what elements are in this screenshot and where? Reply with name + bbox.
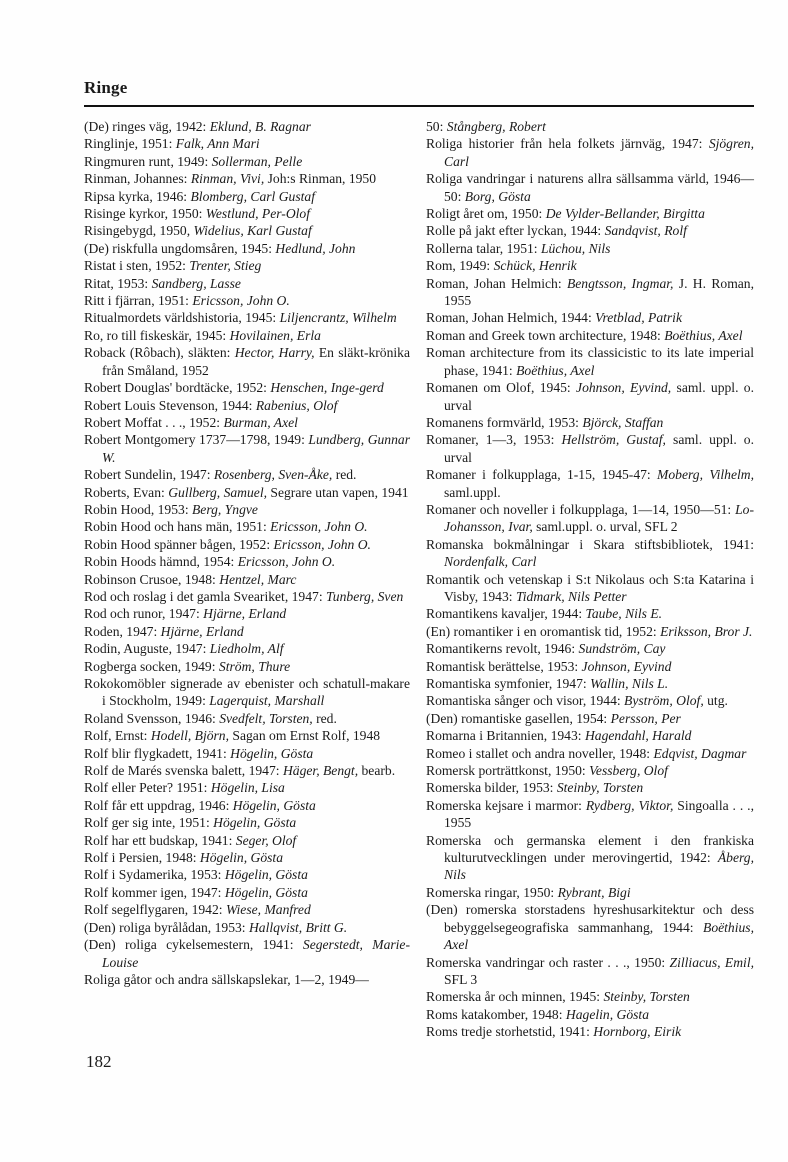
entry-author: Rabenius, Olof — [255, 397, 338, 413]
catalog-entry — [426, 779, 754, 796]
catalog-entry — [84, 901, 410, 918]
catalog-entry — [84, 397, 410, 414]
entry-title: Robinson Crusoe, 1948: — [84, 571, 220, 587]
entry-author: Hodell, Björn, — [150, 728, 230, 744]
entry-title: Rolf eller Peter? 1951: — [84, 780, 211, 796]
entry-title: Rinman, Johannes: — [84, 171, 191, 187]
catalog-entry — [84, 797, 410, 814]
catalog-entry — [426, 762, 754, 779]
entry-title: Rolf ger sig inte, 1951: — [84, 815, 214, 831]
entry-title: Romantikerns revolt, 1946: — [426, 641, 579, 657]
catalog-entry — [426, 988, 754, 1005]
entry-author: Steinby, Torsten — [603, 989, 690, 1005]
entry-note: Segrare utan vapen, 1941 — [267, 484, 409, 500]
catalog-entry — [84, 727, 410, 744]
entry-author: Zilliacus, Emil, — [669, 954, 754, 970]
entry-title: Romersk porträttkonst, 1950: — [426, 763, 590, 779]
catalog-entry — [426, 727, 754, 744]
entry-title: Ringmuren runt, 1949: — [84, 153, 212, 169]
catalog-entry — [426, 414, 754, 431]
entry-author: Falk, Ann Mari — [175, 136, 260, 152]
catalog-entry — [426, 170, 754, 205]
entry-title: (De) riskfulla ungdomsåren, 1945: — [84, 240, 276, 256]
catalog-entry — [84, 745, 410, 762]
entry-note: saml.uppl. o. urval, SFL 2 — [532, 519, 678, 535]
entry-title: Robin Hoods hämnd, 1954: — [84, 554, 238, 570]
right-column — [426, 118, 754, 1041]
page-number: 182 — [86, 1052, 112, 1071]
entry-author: Liedholm, Alf — [209, 641, 284, 657]
entry-title: Ristat i sten, 1952: — [84, 258, 190, 274]
catalog-entry — [84, 832, 410, 849]
entry-author: Eriksson, Bror J. — [660, 623, 753, 639]
entry-author: Högelin, Gösta — [224, 884, 308, 900]
entry-author: Steinby, Torsten — [556, 780, 644, 796]
catalog-entry — [84, 309, 410, 326]
catalog-entry — [426, 623, 754, 640]
entry-author: Rydberg, Viktor, — [585, 797, 674, 813]
entry-title: Rogberga socken, 1949: — [84, 658, 219, 674]
catalog-entry — [84, 135, 410, 152]
entry-title: Robin Hood spänner bågen, 1952: — [84, 536, 274, 552]
catalog-entry — [84, 205, 410, 222]
catalog-entry — [84, 919, 410, 936]
catalog-entry — [426, 832, 754, 884]
entry-title: Romanen om Olof, 1945: — [426, 380, 577, 396]
entry-title: Ritualmordets världshistoria, 1945: — [84, 310, 280, 326]
entry-author: Hallqvist, Britt G. — [248, 919, 348, 935]
catalog-entry — [84, 118, 410, 135]
entry-author: Persson, Per — [610, 710, 681, 726]
catalog-entry — [426, 536, 754, 571]
catalog-entry — [84, 518, 410, 535]
entry-title: Risingebygd, 1950, — [84, 223, 194, 239]
catalog-entry — [84, 849, 410, 866]
entry-author: Hjärne, Erland — [203, 606, 287, 622]
entry-title: Romerska år och minnen, 1945: — [426, 989, 604, 1005]
entry-author: Hovilainen, Erla — [229, 327, 321, 343]
catalog-entry — [426, 692, 754, 709]
entry-author: Vretblad, Patrik — [595, 310, 682, 326]
entry-title: Rolle på jakt efter lyckan, 1944: — [426, 223, 605, 239]
catalog-entry — [426, 605, 754, 622]
entry-note: utg. — [703, 693, 728, 709]
catalog-entry — [84, 640, 410, 657]
entry-title: Roden, 1947: — [84, 623, 161, 639]
catalog-entry — [84, 484, 410, 501]
entry-author: Edqvist, Dagmar — [653, 745, 747, 761]
entry-title: Romantikens kavaljer, 1944: — [426, 606, 586, 622]
catalog-entry — [426, 431, 754, 466]
entry-author: Högelin, Gösta — [213, 815, 297, 831]
catalog-entry — [84, 379, 410, 396]
entry-note: saml. uppl. o. urval — [444, 380, 754, 413]
catalog-entry — [84, 257, 410, 274]
entry-title: Robin Hood, 1953: — [84, 501, 192, 517]
catalog-entry — [426, 240, 754, 257]
entry-author: Boëthius, Axel — [516, 362, 595, 378]
entry-note: bearb. — [358, 763, 396, 779]
entry-author: Byström, Olof, — [624, 693, 704, 709]
entry-title: Roms katakomber, 1948: — [426, 1006, 566, 1022]
entry-title: Robert Sundelin, 1947: — [84, 467, 214, 483]
entry-title: Roliga gåtor och andra sällskapslekar, 1—2, 1949— — [84, 971, 369, 987]
catalog-entry — [426, 205, 754, 222]
catalog-entry — [84, 501, 410, 518]
entry-title: Robert Moffat . . ., 1952: — [84, 414, 224, 430]
entry-author: Ericsson, John O. — [273, 536, 371, 552]
entry-author: Westlund, Per-Olof — [205, 206, 310, 222]
catalog-entry — [84, 222, 410, 239]
entry-title: Roberts, Evan: — [84, 484, 169, 500]
entry-title: Rolf i Sydamerika, 1953: — [84, 867, 225, 883]
entry-title: Romerska bilder, 1953: — [426, 780, 557, 796]
entry-title: Romanska bokmålningar i Skara stiftsbibliotek, 1941: — [426, 536, 754, 552]
catalog-entry — [426, 640, 754, 657]
catalog-entry — [426, 379, 754, 414]
entry-author: Ericsson, John O. — [270, 519, 368, 535]
entry-title: Rolf segelflygaren, 1942: — [84, 902, 226, 918]
entry-author: Hagendahl, Harald — [584, 728, 692, 744]
left-column — [84, 118, 410, 988]
catalog-entry — [426, 884, 754, 901]
catalog-entry — [84, 710, 410, 727]
entry-note: saml.uppl. — [444, 484, 501, 500]
entry-title: Romaner och noveller i folkupplaga, 1—14, 1950—51: — [426, 501, 736, 517]
entry-author: Ström, Thure — [218, 658, 291, 674]
entry-note: red. — [312, 710, 337, 726]
entry-author: Hedlund, John — [275, 240, 356, 256]
entry-title: Romantisk berättelse, 1953: — [426, 658, 582, 674]
entry-title: Robert Louis Stevenson, 1944: — [84, 397, 256, 413]
entry-title: Roms tredje storhetstid, 1941: — [426, 1024, 594, 1040]
entry-title: Rolf kommer igen, 1947: — [84, 884, 225, 900]
entry-title: Robin Hood och hans män, 1951: — [84, 519, 271, 535]
entry-title: Ro, ro till fiskeskär, 1945: — [84, 327, 230, 343]
catalog-entry — [426, 675, 754, 692]
entry-author: Blomberg, Carl Gustaf — [190, 188, 315, 204]
entry-title: Rolf de Marés svenska balett, 1947: — [84, 763, 283, 779]
entry-title: Roback (Rôbach), släkten: — [84, 345, 235, 361]
entry-title: Roland Svensson, 1946: — [84, 710, 220, 726]
entry-author: Johnson, Eyvind — [581, 658, 672, 674]
entry-author: Högelin, Gösta — [224, 867, 308, 883]
entry-author: Rinman, Vivi, — [190, 171, 265, 187]
entry-author: Wiese, Manfred — [225, 902, 311, 918]
entry-title: Roman, Johan Helmich: — [426, 275, 567, 291]
catalog-entry — [426, 135, 754, 170]
entry-author: Hagelin, Gösta — [565, 1006, 649, 1022]
entry-note: Singoalla . . ., 1955 — [444, 797, 754, 831]
entry-title: Romantiska sånger och visor, 1944: — [426, 693, 625, 709]
catalog-entry — [84, 327, 410, 344]
catalog-entry — [426, 257, 754, 274]
catalog-entry — [426, 901, 754, 953]
entry-author: Hjärne, Erland — [160, 623, 244, 639]
entry-title: Roman and Greek town architecture, 1948: — [426, 327, 665, 343]
entry-title: Romantik och vetenskap i S:t Nikolaus och S:ta Katarina i Visby, 1943: — [426, 571, 754, 604]
running-header: Ringe — [84, 78, 128, 97]
entry-author: Schück, Henrik — [493, 258, 577, 274]
entry-title: (De) ringes väg, 1942: — [84, 119, 210, 134]
catalog-entry — [426, 1023, 754, 1040]
entry-author: Högelin, Gösta — [232, 797, 316, 813]
entry-author: Lüchou, Nils — [540, 240, 611, 256]
entry-author: Hector, Harry, — [234, 345, 315, 361]
catalog-entry — [84, 675, 410, 710]
catalog-entry — [426, 344, 754, 379]
entry-title: Robert Montgomery 1737—1798, 1949: — [84, 432, 309, 448]
entry-title: Romerska ringar, 1950: — [426, 884, 558, 900]
catalog-entry — [84, 188, 410, 205]
entry-author: Svedfelt, Torsten, — [219, 710, 313, 726]
entry-title: Rodin, Auguste, 1947: — [84, 641, 210, 657]
entry-title: Roliga historier från hela folkets järnväg, 1947: — [426, 136, 709, 152]
catalog-entry — [84, 762, 410, 779]
entry-author: Henschen, Inge-gerd — [270, 380, 384, 396]
entry-title: Ripsa kyrka, 1946: — [84, 188, 191, 204]
entry-author: Boëthius, Axel — [444, 919, 754, 953]
entry-note: J. H. Roman, 1955 — [444, 275, 754, 309]
catalog-entry — [84, 588, 410, 605]
entry-author: Rosenberg, Sven-Åke, — [213, 467, 333, 483]
catalog-entry — [84, 866, 410, 883]
catalog-entry — [426, 797, 754, 832]
entry-title: Rokokomöbler signerade av ebenister och schatull-makare i Stockholm, 1949: — [84, 676, 410, 709]
entry-author: Högelin, Gösta — [230, 745, 314, 761]
entry-title: Romerska och germanska element i den frankiska kulturutvecklingen under merovingertid, 1942: — [426, 832, 754, 866]
catalog-entry — [426, 222, 754, 239]
entry-author: Åberg, Nils — [444, 850, 754, 883]
entry-title: Romanens formvärld, 1953: — [426, 414, 583, 430]
entry-author: Björck, Staffan — [582, 414, 664, 430]
catalog-entry — [84, 536, 410, 553]
entry-title: Rolf, Ernst: — [84, 728, 151, 744]
entry-author: Häger, Bengt, — [282, 763, 359, 779]
entry-title: Ritt i fjärran, 1951: — [84, 293, 193, 309]
catalog-entry — [84, 344, 410, 379]
entry-author: Trenter, Stieg — [189, 258, 262, 274]
catalog-entry — [84, 553, 410, 570]
catalog-entry — [426, 1006, 754, 1023]
entry-author: Lo-Johansson, Ivar, — [444, 501, 754, 535]
entry-author: De Vylder-Bellander, Birgitta — [545, 206, 705, 222]
entry-title: Ritat, 1953: — [84, 275, 152, 291]
entry-author: Gullberg, Samuel, — [168, 484, 267, 500]
catalog-entry — [84, 623, 410, 640]
entry-title: Roman, Johan Helmich, 1944: — [426, 310, 596, 326]
catalog-entry — [84, 170, 410, 187]
catalog-entry — [84, 571, 410, 588]
catalog-entry — [84, 605, 410, 622]
catalog-entry — [426, 658, 754, 675]
entry-title: Romantiska symfonier, 1947: — [426, 676, 591, 691]
catalog-entry — [84, 240, 410, 257]
entry-title: (Den) roliga cykelsemestern, 1941: — [84, 937, 303, 953]
entry-author: Lundberg, Gunnar W. — [102, 432, 410, 465]
entry-author: Högelin, Lisa — [210, 780, 285, 796]
entry-title: Roman architecture from its classicistic to its late imperial phase, 1941: — [426, 345, 754, 378]
entry-title: Robert Douglas' bordtäcke, 1952: — [84, 380, 271, 396]
entry-title: Rod och roslag i det gamla Sveariket, 1947: — [84, 588, 326, 604]
entry-author: Sandqvist, Rolf — [604, 223, 687, 239]
entry-author: Rybrant, Bigi — [557, 884, 631, 900]
entry-note: SFL 3 — [444, 971, 478, 987]
entry-title: Ringlinje, 1951: — [84, 136, 176, 152]
catalog-entry — [84, 153, 410, 170]
entry-author: Eklund, B. Ragnar — [209, 119, 311, 134]
entry-title: Rod och runor, 1947: — [84, 606, 204, 622]
entry-note: saml. uppl. o. urval — [444, 432, 754, 465]
entry-title: Romeo i stallet och andra noveller, 1948: — [426, 745, 654, 761]
catalog-entry — [426, 954, 754, 989]
entry-title: Romaner i folkupplaga, 1-15, 1945-47: — [426, 467, 658, 483]
entry-author: Högelin, Gösta — [199, 850, 283, 866]
entry-author: Borg, Gösta — [464, 188, 531, 204]
entry-author: Bengtsson, Ingmar, — [566, 275, 674, 291]
entry-author: Taube, Nils E. — [585, 606, 663, 622]
entry-author: Sjögren, Carl — [444, 136, 754, 169]
entry-title: (Den) romerska storstadens hyreshusarkitektur och dess bebyggelsegeografiska sammanhang, 1944: — [426, 902, 754, 935]
entry-title: Rolf blir flygkadett, 1941: — [84, 745, 231, 761]
entry-title: Romerska kejsare i marmor: — [426, 797, 586, 813]
catalog-entry — [426, 309, 754, 326]
entry-author: Stångberg, Robert — [446, 119, 546, 134]
entry-author: Seger, Olof — [235, 832, 297, 848]
entry-title: Roliga vandringar i naturens allra sällsamma värld, 1946—50: — [426, 171, 754, 204]
entry-author: Burman, Axel — [223, 414, 298, 430]
entry-author: Wallin, Nils L. — [590, 676, 669, 691]
catalog-entry — [84, 414, 410, 431]
catalog-entry — [84, 466, 410, 483]
entry-title: (Den) roliga byrålådan, 1953: — [84, 919, 249, 935]
entry-author: Vessberg, Olof — [589, 763, 668, 779]
catalog-entry — [426, 571, 754, 606]
entry-title: Risinge kyrkor, 1950: — [84, 206, 206, 222]
entry-title: Romerska vandringar och raster . . ., 1950: — [426, 954, 670, 970]
entry-title: (En) romantiker i en oromantisk tid, 1952: — [426, 623, 661, 639]
entry-author: Sundström, Cay — [578, 641, 666, 657]
entry-title: Romarna i Britannien, 1943: — [426, 728, 585, 744]
entry-author: Hentzel, Marc — [219, 571, 297, 587]
catalog-entry — [84, 431, 410, 466]
catalog-entry — [84, 292, 410, 309]
catalog-entry — [426, 710, 754, 727]
entry-author: Segerstedt, Marie-Louise — [102, 937, 410, 970]
entry-author: Tunberg, Sven — [326, 588, 404, 604]
entry-title: (Den) romantiske gasellen, 1954: — [426, 710, 611, 726]
entry-author: Ericsson, John O. — [237, 554, 336, 570]
entry-title: Romaner, 1—3, 1953: — [426, 432, 562, 448]
entry-title: 50: — [426, 119, 447, 134]
entry-author: Sollerman, Pelle — [211, 153, 303, 169]
entry-note: Joh:s Rinman, 1950 — [264, 171, 377, 187]
catalog-entry — [84, 275, 410, 292]
entry-author: Moberg, Vilhelm, — [657, 467, 754, 483]
entry-title: Rom, 1949: — [426, 258, 494, 274]
entry-note: Sagan om Ernst Rolf, 1948 — [229, 728, 381, 744]
entry-title: Rolf i Persien, 1948: — [84, 850, 200, 866]
entry-author: Hellström, Gustaf, — [561, 432, 666, 448]
entry-author: Boëthius, Axel — [664, 327, 743, 343]
catalog-entry — [84, 779, 410, 796]
entry-author: Tidmark, Nils Petter — [515, 588, 627, 604]
catalog-entry — [426, 466, 754, 501]
entry-author: Lagerquist, Marshall — [209, 693, 325, 709]
catalog-entry — [84, 884, 410, 901]
entry-author: Nordenfalk, Carl — [444, 554, 537, 570]
entry-title: Roligt året om, 1950: — [426, 206, 546, 222]
entry-author: Sandberg, Lasse — [151, 275, 241, 291]
catalog-entry — [426, 745, 754, 762]
catalog-entry — [84, 814, 410, 831]
entry-note: En släkt-krönika från Småland, 1952 — [102, 345, 410, 378]
entry-author: Liljencrantz, Wilhelm — [279, 310, 397, 326]
entry-note: red. — [332, 467, 357, 483]
catalog-entry — [426, 327, 754, 344]
entry-author: Berg, Yngve — [192, 501, 258, 517]
entry-title: Rolf får ett uppdrag, 1946: — [84, 797, 233, 813]
entry-author: Johnson, Eyvind, — [576, 380, 672, 396]
catalog-entry — [426, 501, 754, 536]
header-rule — [84, 105, 754, 107]
entry-title: Rollerna talar, 1951: — [426, 240, 541, 256]
catalog-entry — [84, 936, 410, 971]
catalog-entry — [426, 118, 754, 135]
catalog-entry — [84, 971, 410, 988]
catalog-entry — [426, 275, 754, 310]
catalog-entry — [84, 658, 410, 675]
entry-author: Widelius, Karl Gustaf — [193, 223, 312, 239]
entry-author: Ericsson, John O. — [192, 293, 290, 309]
entry-author: Hornborg, Eirik — [593, 1024, 682, 1040]
entry-title: Rolf har ett budskap, 1941: — [84, 832, 236, 848]
